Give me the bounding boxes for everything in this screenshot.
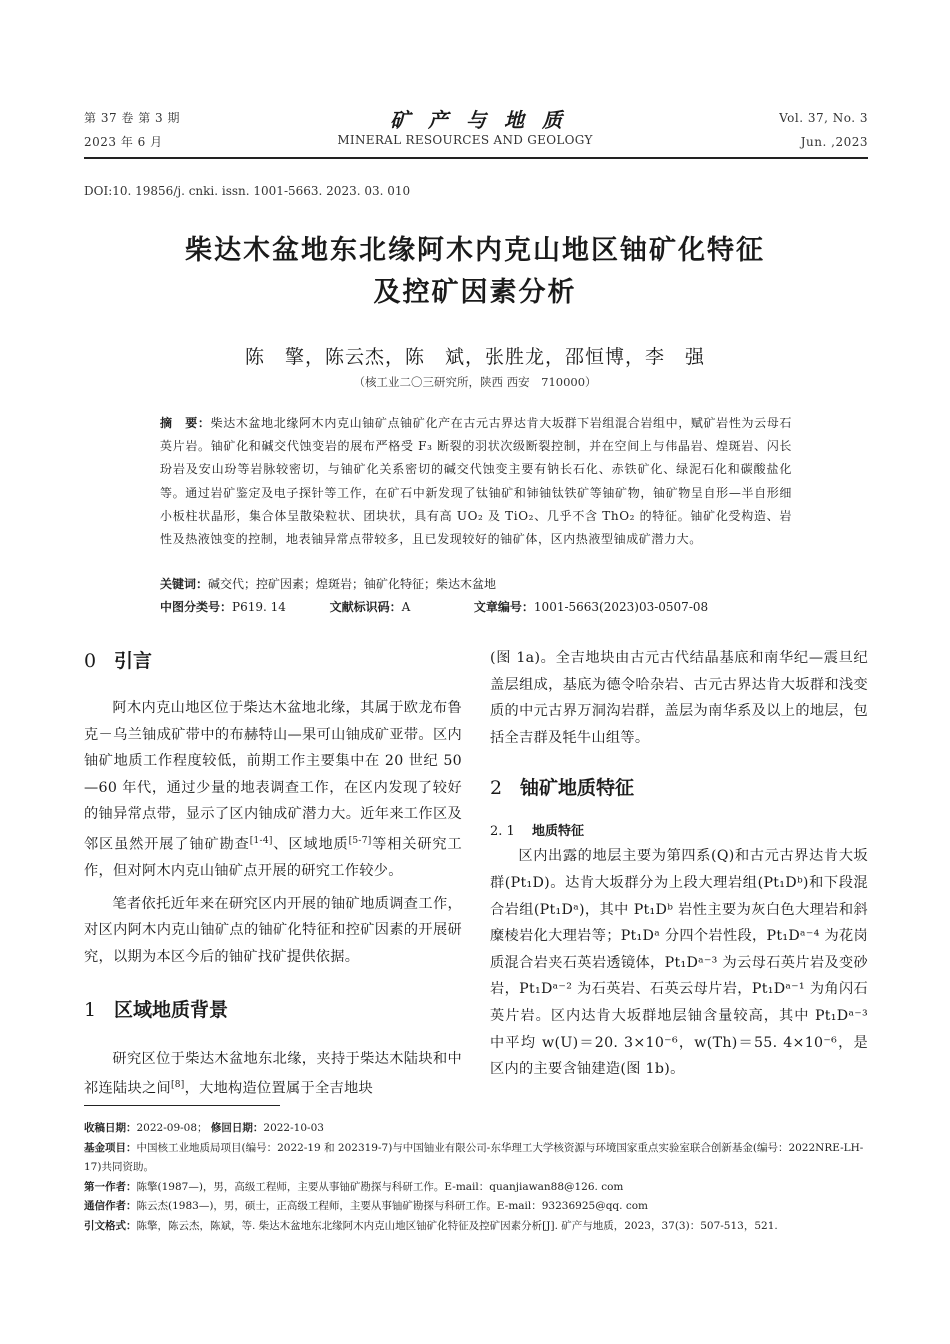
header-rule (84, 157, 868, 159)
abstract-label: 摘 要： (160, 416, 211, 430)
journal-title-en: MINERAL RESOURCES AND GEOLOGY (337, 133, 593, 147)
section-1-title: 区域地质背景 (114, 998, 229, 1021)
footnote-citation (84, 1217, 870, 1237)
intro-p1-mid: 、区域地质 (272, 836, 349, 853)
section-1-heading (84, 995, 462, 1022)
clc-label: 中图分类号： (160, 600, 233, 614)
header-date-right: Jun. ,2023 (800, 135, 868, 149)
footnote-dates (84, 1119, 870, 1139)
abstract (160, 412, 792, 551)
footnotes (84, 1119, 870, 1236)
subsection-2-1-heading (490, 820, 868, 839)
doi: DOI:10. 19856/j. cnki. issn. 1001-5663. 2023. 03. 010 (84, 184, 411, 198)
first-author-label: 第一作者： (84, 1180, 137, 1193)
keywords-label: 关键词： (160, 577, 209, 591)
subsection-2-1-number: 2. 1 (490, 824, 515, 840)
header-volume-right: Vol. 37, No. 3 (779, 111, 868, 125)
regional-p1-end: ，大地构造位置属于全吉地块 (184, 1081, 373, 1097)
section-1-number: 1 (84, 998, 97, 1021)
citation-label: 引文格式： (84, 1219, 137, 1232)
article-number-value: 1001-5663(2023)03-0507-08 (533, 600, 709, 614)
citation-text: 陈擎，陈云杰，陈斌，等. 柴达木盆地东北缘阿木内克山地区铀矿化特征及控矿因素分析[J]. 矿产与地质，2023，37(3)：507-513，521. (136, 1219, 778, 1232)
keywords-text: 碱交代；控矿因素；煌斑岩；铀矿化特征；柴达木盆地 (208, 577, 497, 591)
journal-title-cn: 矿产与地质 (390, 108, 580, 132)
section-0-heading (84, 646, 462, 673)
intro-paragraph-2: 笔者依托近年来在研究区内开展的铀矿地质调查工作，对区内阿木内克山铀矿点的铀矿化特征和控矿因素的开展研究，以期为本区今后的铀矿找矿提供依据。 (84, 895, 462, 966)
ref-8: [8] (170, 1080, 185, 1091)
paper-title-line2: 及控矿因素分析 (373, 277, 577, 308)
geology-paragraph-1: 区内出露的地层主要为第四系(Q)和古元古界达肯大坂群(Pt₁D)。达肯大坂群分为上段大理岩组(Pt₁Dᵇ)和下段混合岩组(Pt₁Dᵃ)，其中 Pt₁Dᵇ 岩性主要为灰白色大理岩和斜糜棱岩化大理岩等；Pt₁Dᵃ 分四个岩性段，Pt₁Dᵃ⁻⁴ 为花岗质混合岩夹石英岩透镜体，Pt₁Dᵃ⁻³ 为云母石英片岩及变砂岩，Pt₁Dᵃ⁻² 为石英岩、石英云母片岩，Pt₁Dᵃ⁻¹ 为角闪石英片岩。区内达肯大坂群地层铀含量较高，其中 Pt₁Dᵃ⁻³ 中平均 w(U)＝20. 3×10⁻⁶，w(Th)＝55. 4×10⁻⁶，是区内的主要含铀建造(图 1b)。 (490, 848, 868, 1078)
section-2-number: 2 (490, 777, 503, 800)
section-0-title: 引言 (114, 650, 153, 672)
subsection-2-1-title: 地质特征 (532, 824, 585, 840)
abstract-text: 柴达木盆地北缘阿木内克山铀矿点铀矿化产在古元古界达肯大坂群下岩组混合岩组中，赋矿岩性为云母石英片岩。铀矿化和碱交代蚀变岩的展布严格受 F₃ 断裂的羽状次级断裂控制，并在空间上与伟晶岩、煌斑岩、闪长玢岩及安山玢等岩脉较密切，与铀矿化关系密切的碱交代蚀变主要有钠长石化、赤铁矿化、绿泥石化和碳酸盐化等。通过岩矿鉴定及电子探针等工作，在矿石中新发现了钛铀矿和铈铀钛铁矿等铀矿物，铀矿物呈自形—半自形细小板柱状晶形，集合体呈散染粒状、团块状，具有高 UO₂ 及 TiO₂、几乎不含 ThO₂ 的特征。铀矿化受构造、岩性及热液蚀变的控制，地表铀异常点带较多，且已发现较好的铀矿体，区内热液型铀成矿潜力大。 (160, 416, 792, 547)
footnote-first-author (84, 1178, 870, 1198)
corresponding-author-label: 通信作者： (84, 1200, 137, 1212)
affiliation: （核工业二〇三研究所，陕西 西安 710000） (353, 375, 597, 389)
doc-code-value: A (401, 600, 411, 614)
ref-1-4: [1-4] (249, 835, 273, 846)
footnote-rule (84, 1105, 280, 1106)
authors: 陈 擎，陈云杰，陈 斌，张胜龙，邵恒博，李 强 (244, 346, 705, 368)
regional-p1-text: 研究区位于柴达木盆地东北缘，夹持于柴达木陆块和中祁连陆块之间 (84, 1050, 462, 1097)
right-column (490, 645, 868, 1083)
intro-paragraph-1 (84, 695, 462, 885)
intro-p1-text: 阿木内克山地区位于柴达木盆地北缘，其属于欧龙布鲁克－乌兰铀成矿带中的布赫特山—果可山铀成矿亚带。区内铀矿地质工作程度较低，前期工作主要集中在 20 世纪 50—60 年代，通过少量的地表调查工作，在区内发现了较好的铀异常点带，显示了区内铀成矿潜力大。近年来工作区及邻区虽然开展了铀矿勘查 (84, 700, 462, 853)
section-0-number: 0 (84, 650, 97, 672)
revised-label: 修回日期： (210, 1122, 264, 1134)
doc-code-label: 文献标识码： (329, 600, 402, 614)
received-date: 2022-09-08； (136, 1122, 208, 1134)
keywords (160, 573, 792, 595)
footnote-corresponding-author (84, 1197, 870, 1217)
regional-paragraph-continued: (图 1a)。全吉地块由古元古代结晶基底和南华纪—震旦纪盖层组成，基底为德令哈杂岩、古元古界达肯大坂群和浅变质的中元古界万洞沟岩群，盖层为南华系及以上的地层，包括全吉群及牦牛山组等。 (490, 650, 868, 746)
corresponding-author-text: 陈云杰(1983—)，男，硕士，正高级工程师，主要从事铀矿勘探与科研工作。E-mail：93236925@qq. com (136, 1200, 648, 1212)
classification-line (160, 596, 800, 618)
funding-text: 中国核工业地质局项目(编号：2022-19 和 202319-7)与中国铀业有限公司-东华理工大学核资源与环境国家重点实验室联合创新基金(编号：2022NRE-LH-17)共同资助。 (84, 1141, 864, 1173)
intro-p1-end: 等相关研究工作，但对阿木内克山铀矿点开展的研究工作较少。 (84, 836, 462, 880)
received-label: 收稿日期： (84, 1122, 137, 1134)
footnote-funding (84, 1139, 870, 1178)
clc-value: P619. 14 (232, 600, 286, 614)
funding-label: 基金项目： (84, 1141, 137, 1154)
first-author-text: 陈擎(1987—)，男，高级工程师，主要从事铀矿勘探与科研工作。E-mail：quanjiawan88@126. com (136, 1180, 624, 1193)
left-column (84, 640, 462, 1103)
article-number-label: 文章编号： (473, 600, 534, 614)
section-2-title: 铀矿地质特征 (520, 777, 635, 800)
regional-paragraph-1 (84, 1046, 462, 1103)
revised-date: 2022-10-03 (263, 1122, 324, 1134)
header-date-left: 2023 年 6 月 (84, 135, 163, 149)
paper-title-line1: 柴达木盆地东北缘阿木内克山地区铀矿化特征 (185, 235, 765, 266)
header-volume-left: 第 37 卷 第 3 期 (84, 111, 180, 125)
section-2-heading (490, 773, 868, 800)
ref-5-7: [5-7] (348, 835, 372, 846)
